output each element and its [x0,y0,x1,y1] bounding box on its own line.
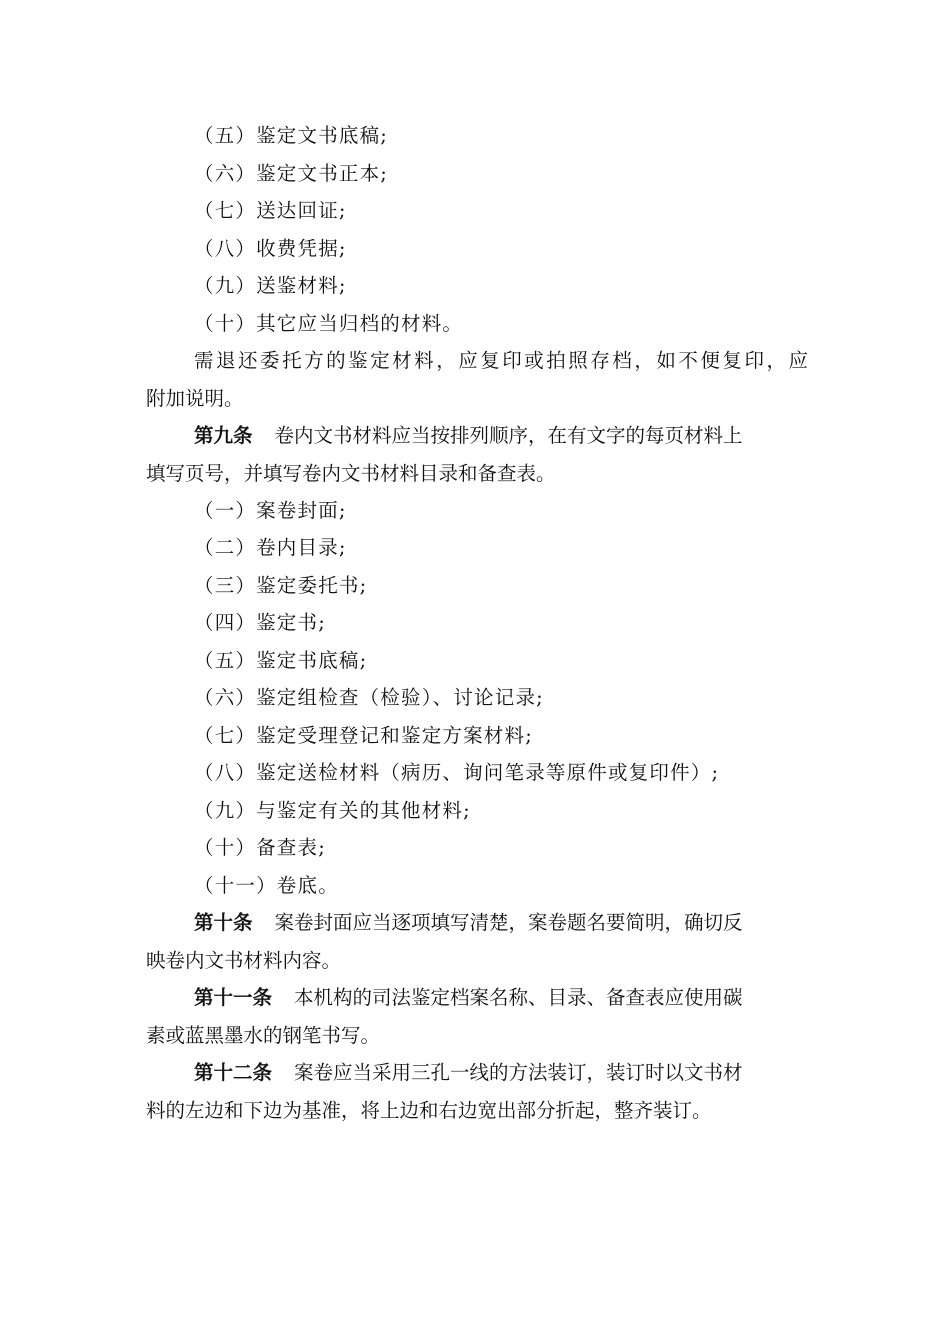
list-item: （八）收费凭据; [194,237,347,260]
article-text: 本机构的司法鉴定档案名称、目录、备查表应使用碳 [294,986,743,1009]
paragraph-line: 料的左边和下边为基准，将上边和右边宽出部分折起，整齐装订。 [146,1099,712,1122]
article-label: 第十条 [194,911,253,934]
list-item: （十）其它应当归档的材料。 [194,312,464,335]
article-11-line [194,986,808,1010]
article-9-line [194,424,808,448]
article-label: 第十一条 [194,986,273,1009]
article-10-line [194,911,808,935]
article-text: 卷内文书材料应当按排列顺序，在有文字的每页材料上 [274,424,743,447]
list-item: （八）鉴定送检材料（病历、询问笔录等原件或复印件）; [194,761,720,784]
list-item: （十）备查表; [194,836,326,859]
paragraph-line: 映卷内文书材料内容。 [146,949,342,972]
paragraph-line: 需退还委托方的鉴定材料，应复印或拍照存档，如不便复印，应 [194,349,808,372]
list-item: （四）鉴定书; [194,611,326,634]
list-item: （五）鉴定书底稿; [194,649,368,672]
list-item: （七）鉴定受理登记和鉴定方案材料; [194,724,533,747]
paragraph-line: 素或蓝黑墨水的钢笔书写。 [146,1024,381,1047]
article-text: 案卷应当采用三孔一线的方法装订，装订时以文书材 [294,1061,743,1084]
list-item: （二）卷内目录; [194,536,347,559]
article-text: 案卷封面应当逐项填写清楚，案卷题名要简明，确切反 [274,911,743,934]
list-item: （一）案卷封面; [194,499,347,522]
list-item: （九）送鉴材料; [194,274,347,297]
list-item: （五）鉴定文书底稿; [194,124,389,147]
list-item: （六）鉴定组检查（检验）、讨论记录; [194,686,544,709]
list-item: （六）鉴定文书正本; [194,162,389,185]
list-item: （九）与鉴定有关的其他材料; [194,799,471,822]
article-12-line [194,1061,808,1085]
list-item: （十一）卷底。 [194,874,339,897]
article-label: 第十二条 [194,1061,273,1084]
article-label: 第九条 [194,424,253,447]
paragraph-line: 填写页号，并填写卷内文书材料目录和备查表。 [146,462,556,485]
paragraph-line: 附加说明。 [146,387,244,410]
list-item: （七）送达回证; [194,199,347,222]
list-item: （三）鉴定委托书; [194,574,368,597]
